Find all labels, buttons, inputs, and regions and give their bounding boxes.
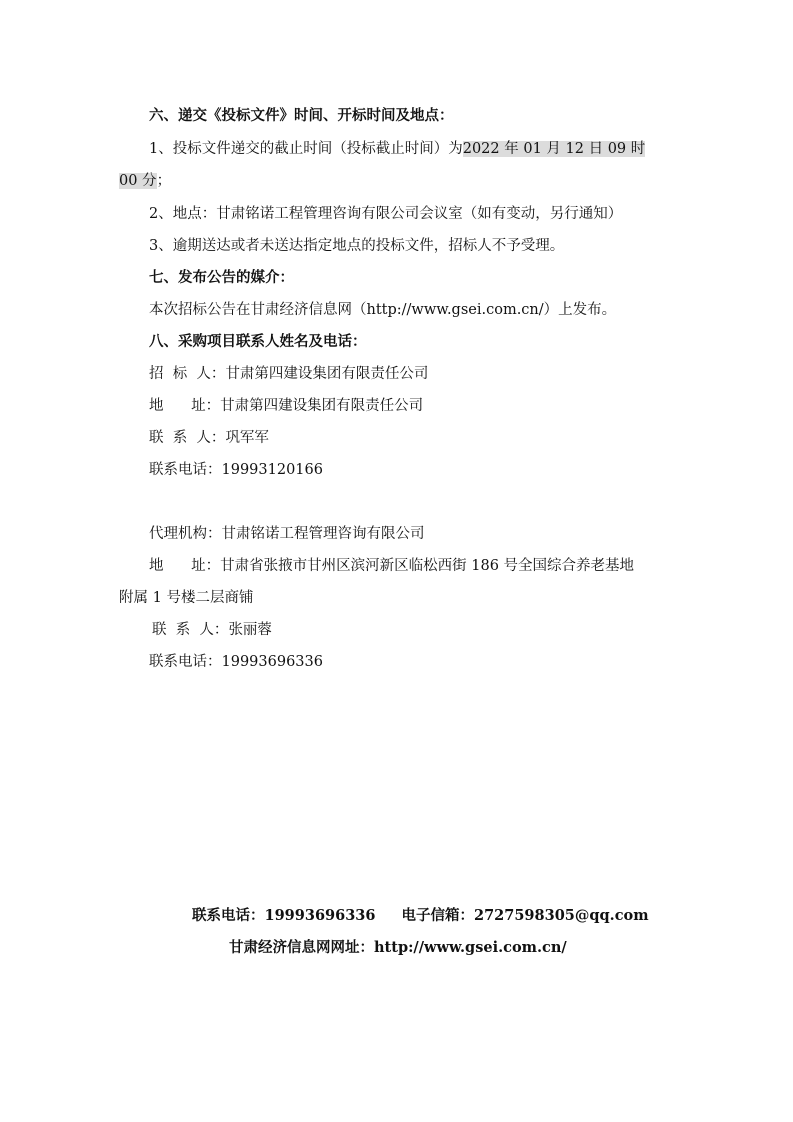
tenderer-address-label: 地 址：	[149, 398, 221, 414]
agency-address-line2: 附属 1 号楼二层商铺	[119, 590, 254, 606]
footer-email-label: 电子信箱：	[401, 907, 474, 924]
agency-name: 甘肃铭诺工程管理咨询有限公司	[221, 526, 425, 542]
agency-phone: 19993696336	[221, 654, 323, 670]
tenderer-contact-row	[149, 428, 269, 448]
agency-name-label: 代理机构：	[149, 526, 222, 542]
tenderer-phone: 19993120166	[221, 462, 323, 478]
footer-site-row	[229, 938, 567, 958]
footer-contact-row	[192, 906, 649, 926]
section8-heading: 八、采购项目联系人姓名及电话：	[149, 333, 367, 350]
footer-phone-label: 联系电话：	[192, 907, 265, 924]
section6-item2: 2、地点：甘肃铭诺工程管理咨询有限公司会议室（如有变动，另行通知）	[149, 206, 623, 222]
agency-address-row	[149, 556, 634, 576]
item1-prefix: 1、投标文件递交的截止时间（投标截止时间）为	[149, 141, 463, 157]
agency-name-row	[149, 524, 425, 544]
section6-item1	[149, 139, 645, 159]
tenderer-address-row	[149, 396, 423, 416]
tenderer-contact-label: 联 系 人：	[149, 430, 226, 446]
agency-address-label: 地 址：	[149, 558, 221, 574]
tenderer-phone-label: 联系电话：	[149, 462, 222, 478]
tenderer-name: 甘肃第四建设集团有限责任公司	[225, 366, 429, 382]
agency-address-line1: 甘肃省张掖市甘州区滨河新区临松西街 186 号全国综合养老基地	[220, 558, 635, 574]
tenderer-name-row	[149, 364, 428, 384]
footer-site-link[interactable]: http://www.gsei.com.cn/	[374, 939, 567, 956]
section6-item1-cont	[119, 171, 171, 191]
section7-heading: 七、发布公告的媒介：	[149, 269, 294, 286]
footer-site-label: 甘肃经济信息网网址：	[229, 939, 374, 956]
agency-phone-row	[149, 652, 323, 672]
section6-item3: 3、逾期送达或者未送达指定地点的投标文件，招标人不予受理。	[149, 238, 565, 254]
deadline-highlight-b: 00 分	[119, 173, 157, 189]
agency-phone-label: 联系电话：	[149, 654, 222, 670]
tenderer-name-label: 招 标 人：	[149, 366, 226, 382]
section7-text: 本次招标公告在甘肃经济信息网（http://www.gsei.com.cn/）上发布。	[149, 302, 617, 318]
tenderer-contact: 巩军军	[225, 430, 269, 446]
tenderer-address: 甘肃第四建设集团有限责任公司	[220, 398, 424, 414]
deadline-highlight-a: 2022 年 01 月 12 日 09 时	[462, 141, 646, 157]
tenderer-phone-row	[149, 460, 323, 480]
item1-suffix: ；	[156, 173, 172, 189]
agency-contact: 张丽蓉	[228, 622, 272, 638]
section6-heading: 六、递交《投标文件》时间、开标时间及地点：	[149, 107, 454, 124]
agency-contact-label: 联 系 人：	[152, 622, 229, 638]
agency-contact-row	[152, 620, 272, 640]
footer-email[interactable]: 2727598305@qq.com	[473, 907, 649, 924]
footer-phone: 19993696336	[264, 907, 376, 924]
